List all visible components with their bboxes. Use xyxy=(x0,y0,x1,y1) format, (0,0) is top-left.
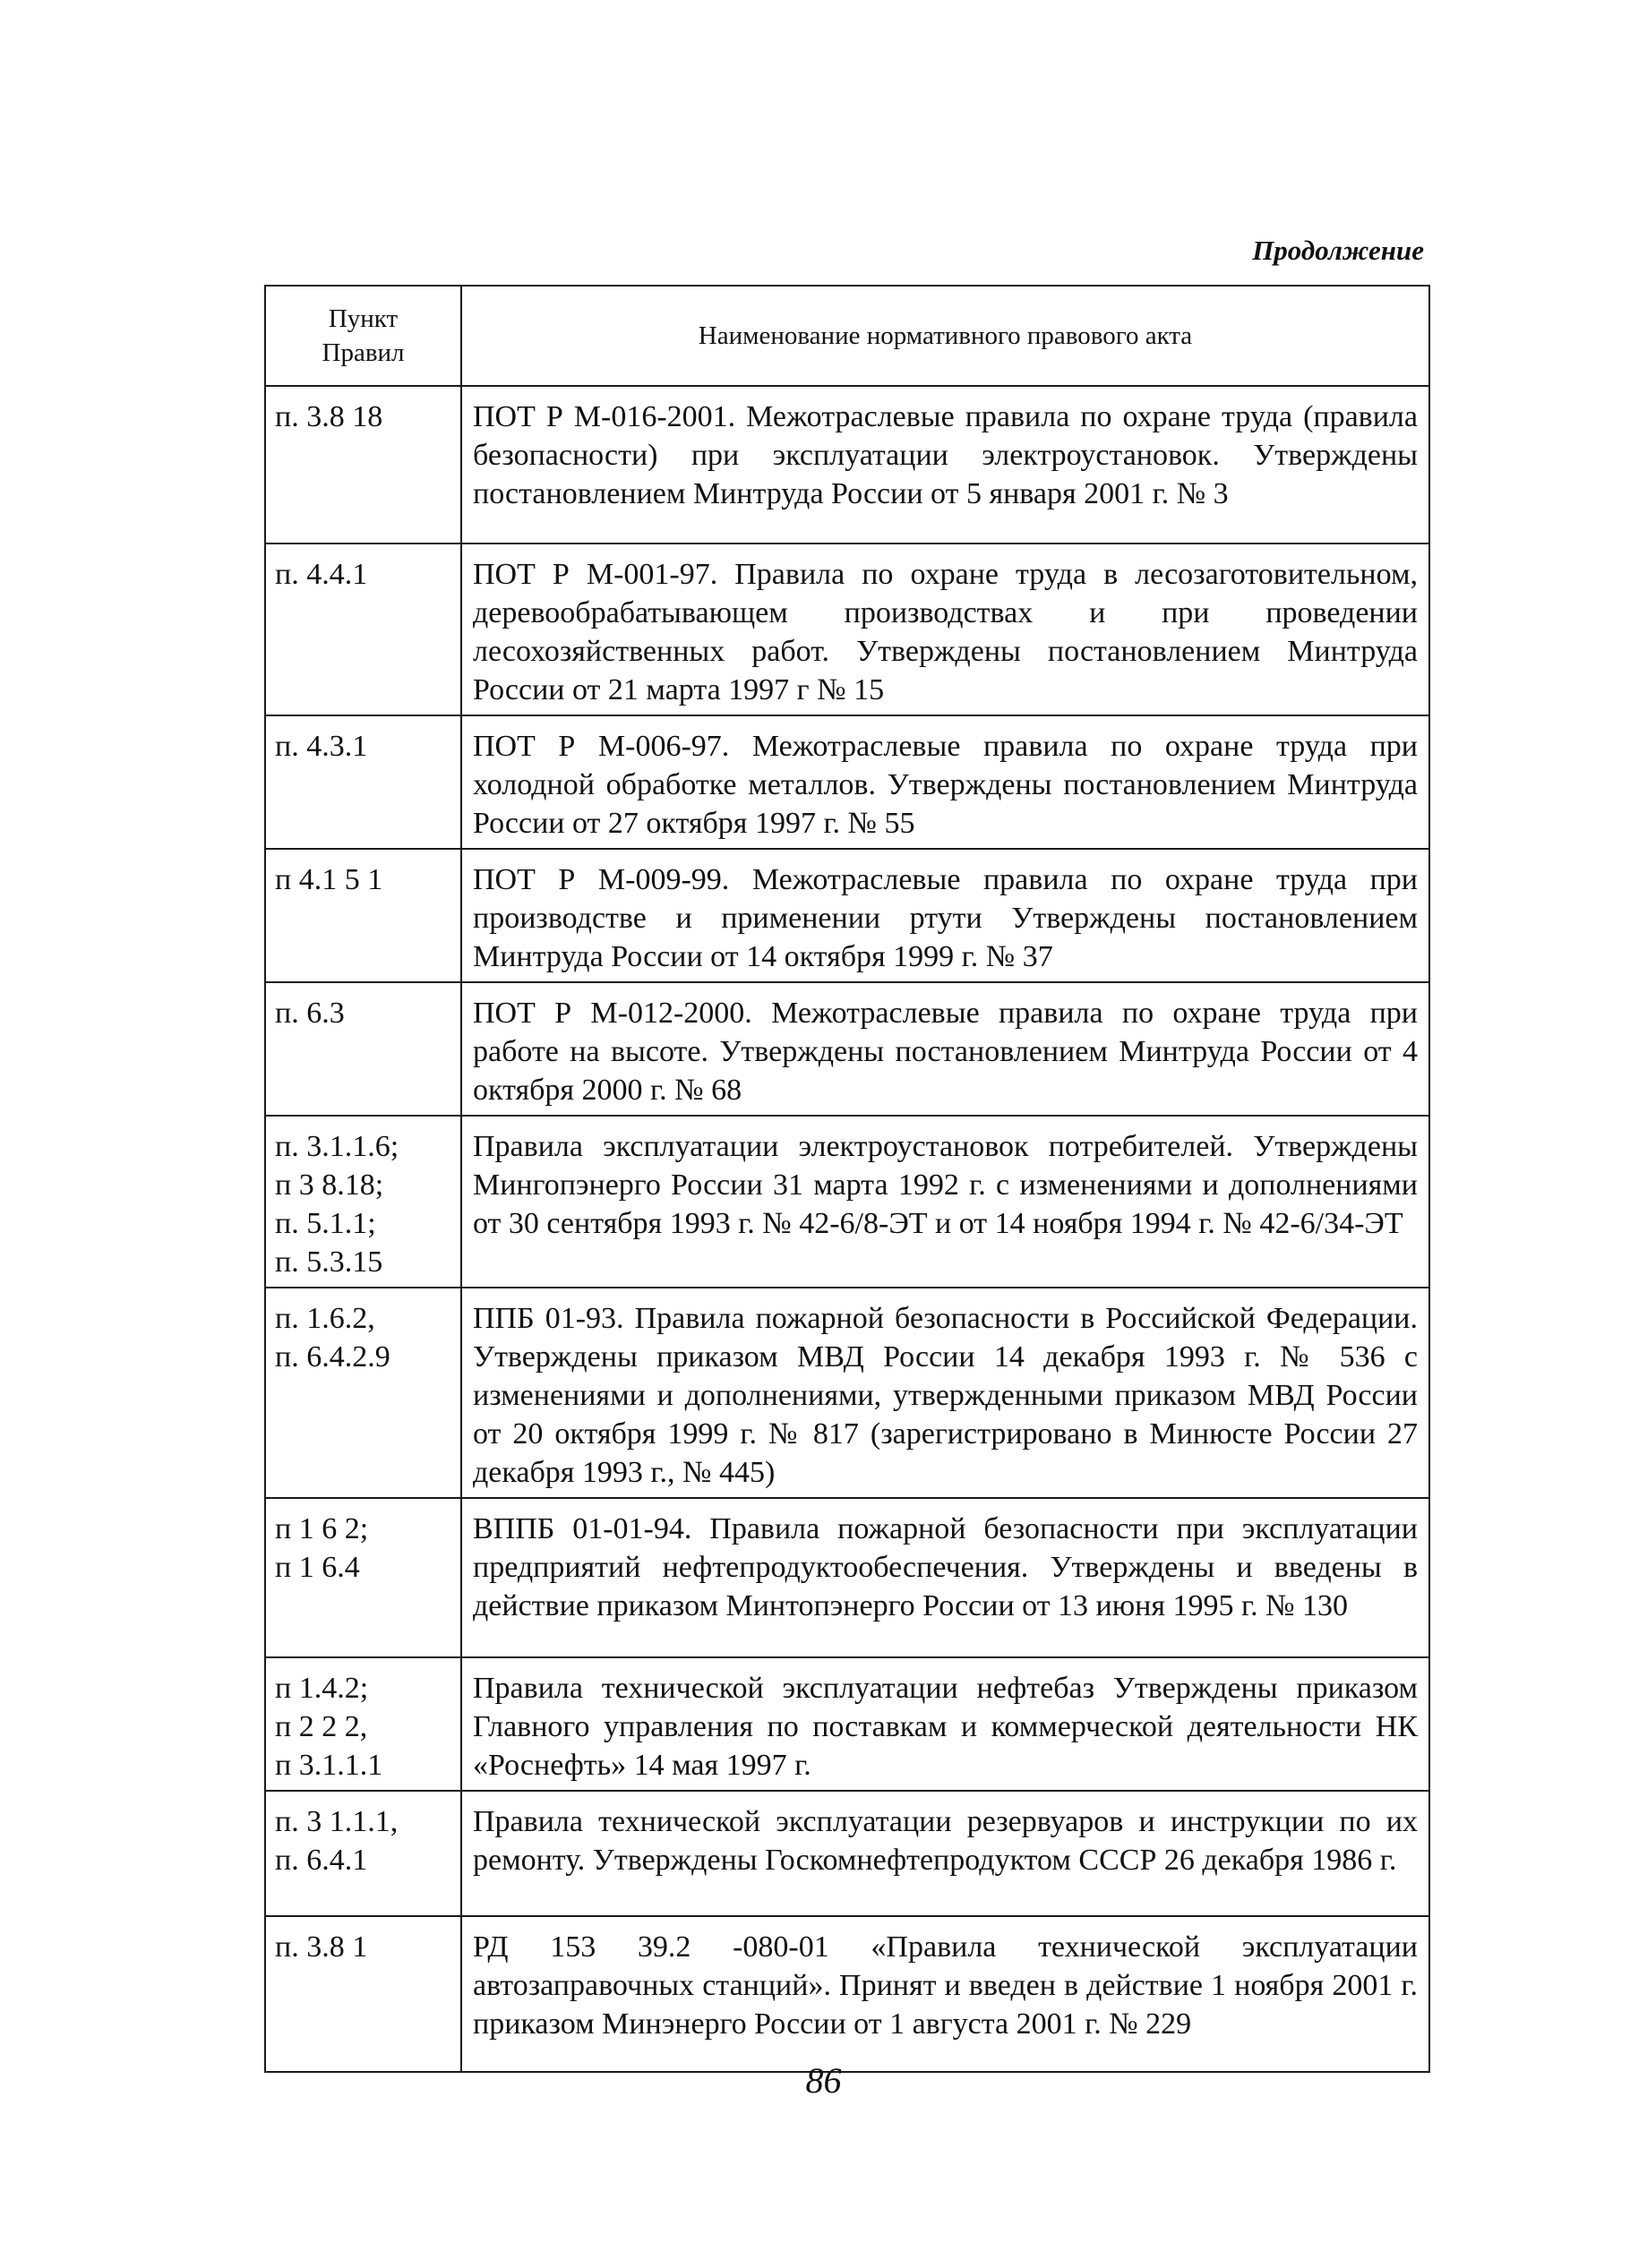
point-cell xyxy=(265,386,461,543)
regulations-table xyxy=(264,285,1430,2073)
table-row xyxy=(265,715,1429,849)
point-cell xyxy=(265,1657,461,1791)
page-number: 86 xyxy=(805,2060,842,2101)
point-cell xyxy=(265,1791,461,1916)
point-ref: п. 4.4.1 xyxy=(275,558,368,591)
point-ref: п. 5.3.15 xyxy=(275,1245,383,1279)
column-header-point-line: Пункт xyxy=(328,304,399,333)
point-ref: п. 1.6.2, xyxy=(275,1302,375,1335)
act-name-cell: Правила технической эксплуатации нефтебаз Утверждены приказом Главного управления по поставкам и коммерческой деятельности НК «Роснефть» 14 мая 1997 г. xyxy=(461,1657,1429,1791)
table-row xyxy=(265,1288,1429,1498)
act-name-cell: ПОТ Р М-016-2001. Межотраслевые правила по охране труда (правила безопасности) при эксплуатации электроустановок. Утверждены постановлением Минтруда России от 5 января 2001 г. № 3 xyxy=(461,386,1429,543)
point-ref: п. 3.8 18 xyxy=(275,400,383,433)
point-cell xyxy=(265,1116,461,1288)
table-row xyxy=(265,849,1429,982)
column-header-point-line: Правил xyxy=(322,338,405,367)
act-name-cell: ППБ 01-93. Правила пожарной безопасности в Российской Федерации. Утверждены приказом МВД России 14 декабря 1993 г. № 536 с изменениями и дополнениями, утвержденными приказом МВД России от 20 октября 1999 г. № 817 (зарегистрировано в Минюсте России 27 декабря 1993 г., № 445) xyxy=(461,1288,1429,1498)
point-cell xyxy=(265,543,461,715)
point-ref: п. 6.4.1 xyxy=(275,1844,368,1877)
point-ref: п. 6.4.2.9 xyxy=(275,1340,390,1374)
point-ref: п 1 6.4 xyxy=(275,1551,360,1584)
act-name-cell: Правила эксплуатации электроустановок потребителей. Утверждены Мингопэнерго России 31 марта 1992 г. с изменениями и дополнениями от 30 сентября 1993 г. № 42-6/8-ЭТ и от 14 ноября 1994 г. № 42-6/34-ЭТ xyxy=(461,1116,1429,1288)
act-name-cell: ВППБ 01-01-94. Правила пожарной безопасности при эксплуатации предприятий нефтепродуктообеспечения. Утверждены и введены в действие приказом Минтопэнерго России от 13 июня 1995 г. № 130 xyxy=(461,1498,1429,1657)
act-name-cell: ПОТ Р М-012-2000. Межотраслевые правила по охране труда при работе на высоте. Утверждены постановлением Минтруда России от 4 октября 2000 г. № 68 xyxy=(461,982,1429,1116)
table-row xyxy=(265,1498,1429,1657)
table-header-row xyxy=(265,286,1429,386)
continuation-label: Продолжение xyxy=(1252,235,1424,266)
point-cell xyxy=(265,1288,461,1498)
point-ref: п. 6.3 xyxy=(275,997,345,1030)
act-name-cell: ПОТ Р М-009-99. Межотраслевые правила по охране труда при производстве и применении ртути Утверждены постановлением Минтруда России от 14 октября 1999 г. № 37 xyxy=(461,849,1429,982)
act-name-cell: ПОТ Р М-006-97. Межотраслевые правила по охране труда при холодной обработке металлов. Утверждены постановлением Минтруда России от 27 октября 1997 г. № 55 xyxy=(461,715,1429,849)
column-header-name: Наименование нормативного правового акта xyxy=(461,286,1429,386)
act-name-cell: Правила технической эксплуатации резервуаров и инструкции по их ремонту. Утверждены Госкомнефтепродуктом СССР 26 декабря 1986 г. xyxy=(461,1791,1429,1916)
act-name-cell: РД 153 39.2 -080-01 «Правила технической эксплуатации автозаправочных станций». Принят и введен в действие 1 ноября 2001 г. приказом Минэнерго России от 1 августа 2001 г. № 229 xyxy=(461,1916,1429,2072)
point-ref: п 2 2 2, xyxy=(275,1710,368,1743)
point-ref: п 4.1 5 1 xyxy=(275,863,383,896)
column-header-point xyxy=(265,286,461,386)
point-cell xyxy=(265,1916,461,2072)
table-row xyxy=(265,1791,1429,1916)
point-ref: п 1.4.2; xyxy=(275,1672,369,1705)
point-ref: п 1 6 2; xyxy=(275,1512,369,1545)
point-ref: п. 3.1.1.6; xyxy=(275,1130,399,1163)
point-ref: п. 4.3.1 xyxy=(275,730,368,763)
point-cell xyxy=(265,1498,461,1657)
table-row xyxy=(265,982,1429,1116)
point-ref: п 3 8.18; xyxy=(275,1168,384,1202)
table-row xyxy=(265,1916,1429,2072)
point-cell xyxy=(265,982,461,1116)
point-ref: п. 3 1.1.1, xyxy=(275,1805,399,1838)
point-ref: п. 3.8 1 xyxy=(275,1930,368,1964)
table-row xyxy=(265,1657,1429,1791)
point-ref: п 3.1.1.1 xyxy=(275,1749,383,1782)
table-row xyxy=(265,543,1429,715)
table-row xyxy=(265,1116,1429,1288)
table-row xyxy=(265,386,1429,543)
point-cell xyxy=(265,849,461,982)
act-name-cell: ПОТ Р М-001-97. Правила по охране труда в лесозаготовительном, деревообрабатывающем производствах и при проведении лесохозяйственных работ. Утверждены постановлением Минтруда России от 21 марта 1997 г № 15 xyxy=(461,543,1429,715)
point-ref: п. 5.1.1; xyxy=(275,1207,376,1240)
point-cell xyxy=(265,715,461,849)
